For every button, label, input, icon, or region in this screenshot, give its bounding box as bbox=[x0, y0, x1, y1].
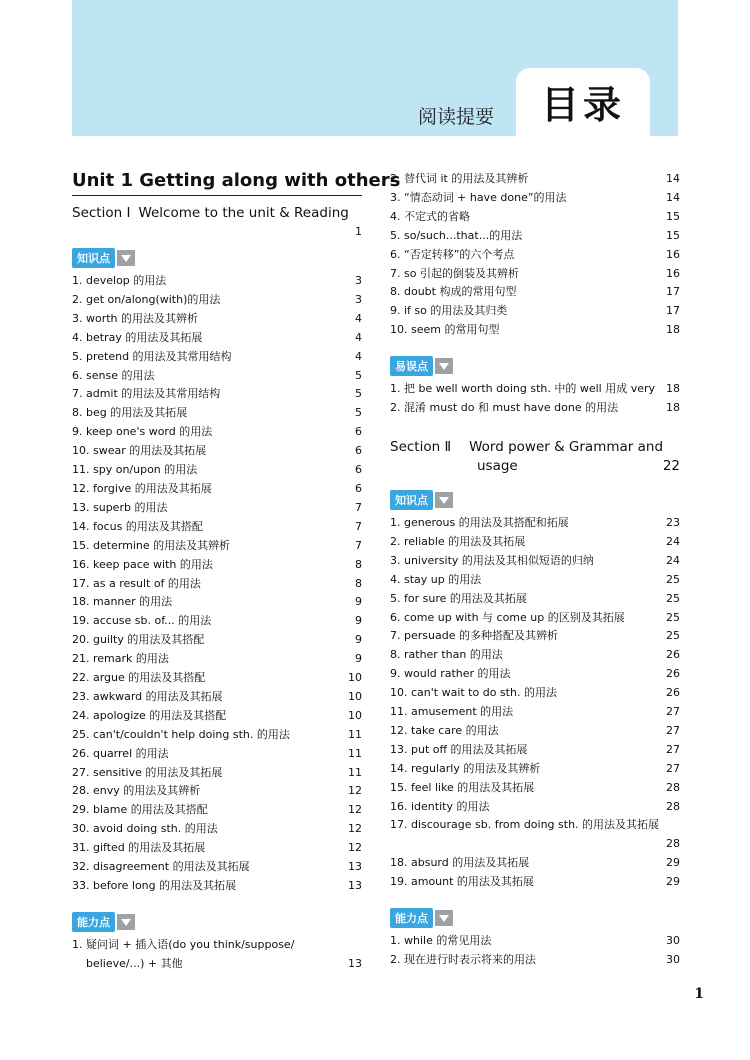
toc-entry[interactable] bbox=[72, 499, 362, 518]
header-tab bbox=[516, 68, 650, 136]
entry-page: 24 bbox=[666, 534, 680, 548]
entry-page: 4 bbox=[355, 330, 362, 344]
toc-entry[interactable] bbox=[72, 820, 362, 839]
toc-entry[interactable] bbox=[390, 741, 680, 760]
entry-page: 26 bbox=[666, 686, 680, 700]
entry-text: 13. put off 的用法及其拓展 bbox=[390, 742, 528, 756]
entry-page: 14 bbox=[666, 190, 680, 204]
section-2-page: 22 bbox=[662, 457, 680, 474]
entry-text: 10. seem 的常用句型 bbox=[390, 323, 500, 337]
entry-text: 4. 不定式的省略 bbox=[390, 209, 470, 223]
entry-text: 2. get on/along(with)的用法 bbox=[72, 292, 221, 306]
toc-entry[interactable] bbox=[72, 858, 362, 877]
entry-text: 9. keep one's word 的用法 bbox=[72, 425, 213, 439]
toc-entry[interactable] bbox=[390, 609, 680, 628]
knowledge-badge-row bbox=[390, 490, 680, 510]
toc-entry[interactable] bbox=[390, 283, 680, 302]
entry-page: 26 bbox=[666, 648, 680, 662]
entry-page: 12 bbox=[348, 784, 362, 798]
entry-page: 25 bbox=[666, 591, 680, 605]
entry-page: 24 bbox=[666, 553, 680, 567]
toc-entry[interactable] bbox=[72, 329, 362, 348]
knowledge-badge: 知识点 bbox=[72, 248, 115, 268]
entry-text: 10. swear 的用法及其拓展 bbox=[72, 444, 207, 458]
entry-text: 15. feel like 的用法及其拓展 bbox=[390, 780, 535, 794]
entry-page: 27 bbox=[666, 742, 680, 756]
toc-entry[interactable] bbox=[72, 404, 362, 423]
entry-page: 29 bbox=[666, 856, 680, 870]
toc-entry[interactable] bbox=[72, 688, 362, 707]
entry-page: 30 bbox=[666, 934, 680, 948]
entry-page: 26 bbox=[666, 667, 680, 681]
entry-text: 5. for sure 的用法及其拓展 bbox=[390, 591, 527, 605]
right-error-list bbox=[390, 380, 680, 418]
toc-entry[interactable] bbox=[72, 593, 362, 612]
toc-entry[interactable] bbox=[390, 760, 680, 779]
entry-text: 14. regularly 的用法及其辨析 bbox=[390, 761, 541, 775]
entry-text: 5. so/such...that...的用法 bbox=[390, 228, 523, 242]
entry-text: 29. blame 的用法及其搭配 bbox=[72, 803, 208, 817]
right-knowledge-tail-list bbox=[390, 854, 680, 892]
entry-text: 7. so 引起的倒装及其辨析 bbox=[390, 266, 519, 280]
toc-entry[interactable] bbox=[390, 646, 680, 665]
entry-text: 23. awkward 的用法及其拓展 bbox=[72, 689, 223, 703]
entry-text: 25. can't/couldn't help doing sth. 的用法 bbox=[72, 727, 290, 741]
toc-entry[interactable] bbox=[72, 385, 362, 404]
toc-entry[interactable] bbox=[390, 627, 680, 646]
triangle-down-icon bbox=[117, 250, 135, 266]
entry-page: 27 bbox=[666, 723, 680, 737]
entry-text: 19. amount 的用法及其拓展 bbox=[390, 875, 534, 889]
entry-text: 24. apologize 的用法及其搭配 bbox=[72, 708, 227, 722]
toc-entry[interactable] bbox=[72, 936, 362, 974]
entry-text: 12. take care 的用法 bbox=[390, 723, 499, 737]
entry-page: 5 bbox=[355, 406, 362, 420]
section-2-name: Word power & Grammar and bbox=[469, 438, 664, 455]
toc-entry[interactable] bbox=[390, 533, 680, 552]
toc-entry[interactable] bbox=[72, 556, 362, 575]
entry-page: 18 bbox=[666, 382, 680, 396]
section-2-heading[interactable] bbox=[390, 438, 680, 476]
entry-page: 25 bbox=[666, 629, 680, 643]
toc-entry[interactable] bbox=[390, 380, 680, 399]
entry-page: 18 bbox=[666, 401, 680, 415]
section-1-page: 1 bbox=[355, 225, 362, 238]
ability-badge-row bbox=[72, 912, 362, 932]
toc-entry[interactable] bbox=[390, 265, 680, 284]
entry-page: 18 bbox=[666, 323, 680, 337]
entry-text: 3. worth 的用法及其辨析 bbox=[72, 311, 199, 325]
unit-title: Unit 1 Getting along with others bbox=[72, 170, 362, 196]
ability-badge: 能力点 bbox=[72, 912, 115, 932]
entry-page: 6 bbox=[355, 463, 362, 477]
toc-entry[interactable] bbox=[72, 631, 362, 650]
entry-text: 2. 替代词 it 的用法及其辨析 bbox=[390, 172, 529, 185]
entry-text: 8. beg 的用法及其拓展 bbox=[72, 406, 188, 420]
page-title: 目录 bbox=[540, 83, 625, 127]
right-top-list bbox=[390, 170, 680, 340]
triangle-down-icon bbox=[435, 358, 453, 374]
toc-entry[interactable] bbox=[72, 367, 362, 386]
toc-entry[interactable] bbox=[390, 854, 680, 873]
entry-page: 15 bbox=[666, 209, 680, 223]
entry-text: 18. absurd 的用法及其拓展 bbox=[390, 856, 530, 870]
entry-page: 4 bbox=[355, 349, 362, 363]
entry-text: 14. focus 的用法及其搭配 bbox=[72, 519, 203, 533]
entry-page: 9 bbox=[355, 633, 362, 647]
entry-text: 3. “情态动词 + have done”的用法 bbox=[390, 190, 567, 204]
entry-text: 17. as a result of 的用法 bbox=[72, 576, 201, 590]
section-1-label: Section Ⅰ bbox=[72, 205, 131, 221]
entry-page: 7 bbox=[355, 519, 362, 533]
entry-text: 12. forgive 的用法及其拓展 bbox=[72, 481, 212, 495]
toc-entry[interactable] bbox=[390, 722, 680, 741]
entry-page: 12 bbox=[348, 822, 362, 836]
entry-text: 6. come up with 与 come up 的区别及其拓展 bbox=[390, 610, 625, 624]
entry-page: 14 bbox=[666, 172, 680, 185]
entry-page: 5 bbox=[355, 387, 362, 401]
triangle-down-icon bbox=[117, 914, 135, 930]
entry-page: 12 bbox=[348, 803, 362, 817]
entry-page: 7 bbox=[355, 538, 362, 552]
entry-text: 1. while 的常见用法 bbox=[390, 934, 492, 948]
toc-entry[interactable] bbox=[72, 726, 362, 745]
toc-entry[interactable] bbox=[390, 703, 680, 722]
entry-page: 10 bbox=[348, 671, 362, 685]
entry-text: 2. reliable 的用法及其拓展 bbox=[390, 534, 526, 548]
entry-text: 1. 疑问词 + 插入语(do you think/suppose/ bbox=[72, 937, 295, 951]
error-badge-row bbox=[390, 356, 680, 376]
entry-page: 28 bbox=[666, 799, 680, 813]
entry-text: 21. remark 的用法 bbox=[72, 652, 169, 666]
toc-entry[interactable] bbox=[390, 684, 680, 703]
entry-text: 7. admit 的用法及其常用结构 bbox=[72, 387, 221, 401]
entry-page: 29 bbox=[666, 875, 680, 889]
left-knowledge-list bbox=[72, 272, 362, 896]
entry-page: 3 bbox=[355, 274, 362, 287]
knowledge-badge: 知识点 bbox=[390, 490, 433, 510]
section-1-name: Welcome to the unit & Reading bbox=[138, 205, 349, 221]
toc-entry[interactable] bbox=[390, 302, 680, 321]
toc-entry[interactable] bbox=[72, 480, 362, 499]
section-2-label: Section Ⅱ bbox=[390, 438, 452, 455]
entry-text: 16. identity 的用法 bbox=[390, 799, 490, 813]
toc-entry[interactable] bbox=[390, 321, 680, 340]
toc-entry[interactable] bbox=[390, 246, 680, 265]
entry-page: 5 bbox=[355, 368, 362, 382]
entry-page: 11 bbox=[348, 746, 362, 760]
header-subtitle: 阅读提要 bbox=[418, 106, 495, 128]
entry-text: 30. avoid doing sth. 的用法 bbox=[72, 822, 218, 836]
toc-entry[interactable] bbox=[390, 571, 680, 590]
entry-text: 27. sensitive 的用法及其拓展 bbox=[72, 765, 223, 779]
toc-entry[interactable] bbox=[390, 816, 680, 854]
toc-entry[interactable] bbox=[72, 745, 362, 764]
entry-text: 2. 混淆 must do 和 must have done 的用法 bbox=[390, 401, 619, 415]
entry-text: 9. if so 的用法及其归类 bbox=[390, 304, 508, 318]
toc-entry[interactable] bbox=[72, 518, 362, 537]
entry-page: 16 bbox=[666, 247, 680, 261]
entry-page: 6 bbox=[355, 425, 362, 439]
entry-text: 32. disagreement 的用法及其拓展 bbox=[72, 860, 250, 874]
knowledge-badge-row bbox=[72, 248, 362, 268]
toc-entry[interactable] bbox=[390, 798, 680, 817]
entry-text: 1. develop 的用法 bbox=[72, 274, 167, 287]
entry-text: 3. university 的用法及其相似短语的归纳 bbox=[390, 553, 594, 567]
toc-entry[interactable] bbox=[72, 707, 362, 726]
entry-text: 11. amusement 的用法 bbox=[390, 705, 514, 719]
entry-text: 1. generous 的用法及其搭配和拓展 bbox=[390, 515, 569, 529]
toc-entry[interactable] bbox=[72, 839, 362, 858]
toc-entry[interactable] bbox=[72, 348, 362, 367]
entry-page: 23 bbox=[666, 515, 680, 529]
entry-text: 9. would rather 的用法 bbox=[390, 667, 511, 681]
ability-badge-row bbox=[390, 908, 680, 928]
toc-entry[interactable] bbox=[72, 291, 362, 310]
page-number: 1 bbox=[694, 986, 704, 1002]
toc-entry[interactable] bbox=[72, 650, 362, 669]
entry-page: 6 bbox=[355, 444, 362, 458]
entry-page: 25 bbox=[666, 610, 680, 624]
toc-entry[interactable] bbox=[390, 170, 680, 189]
toc-entry[interactable] bbox=[390, 552, 680, 571]
toc-entry[interactable] bbox=[72, 575, 362, 594]
toc-entry[interactable] bbox=[390, 873, 680, 892]
right-ability-list bbox=[390, 932, 680, 970]
triangle-down-icon bbox=[435, 910, 453, 926]
entry-text: 22. argue 的用法及其搭配 bbox=[72, 671, 206, 685]
ability-badge: 能力点 bbox=[390, 908, 433, 928]
entry-text: 8. doubt 构成的常用句型 bbox=[390, 285, 517, 299]
entry-page: 3 bbox=[355, 292, 362, 306]
section-2-name-cont: usage bbox=[477, 457, 518, 474]
entry-text: 5. pretend 的用法及其常用结构 bbox=[72, 349, 232, 363]
entry-page: 15 bbox=[666, 228, 680, 242]
entry-page: 10 bbox=[348, 708, 362, 722]
entry-page: 10 bbox=[348, 689, 362, 703]
entry-page: 28 bbox=[666, 837, 680, 851]
toc-entry[interactable] bbox=[390, 189, 680, 208]
entry-page: 25 bbox=[666, 572, 680, 586]
toc-entry[interactable] bbox=[72, 877, 362, 896]
toc-entry[interactable] bbox=[390, 208, 680, 227]
left-column bbox=[72, 170, 401, 974]
entry-page: 17 bbox=[666, 304, 680, 318]
entry-text: 11. spy on/upon 的用法 bbox=[72, 463, 198, 477]
entry-text: 33. before long 的用法及其拓展 bbox=[72, 879, 237, 892]
entry-page: 9 bbox=[355, 595, 362, 609]
entry-text: 28. envy 的用法及其辨析 bbox=[72, 784, 201, 798]
entry-text: 31. gifted 的用法及其拓展 bbox=[72, 841, 206, 855]
entry-text: 26. quarrel 的用法 bbox=[72, 746, 169, 760]
toc-entry[interactable] bbox=[72, 612, 362, 631]
entry-text-cont: believe/...) + 其他 bbox=[86, 956, 183, 970]
entry-page: 13 bbox=[348, 956, 362, 970]
entry-text: 13. superb 的用法 bbox=[72, 500, 168, 514]
entry-text: 6. sense 的用法 bbox=[72, 368, 155, 382]
toc-entry[interactable] bbox=[390, 932, 680, 951]
toc-entry[interactable] bbox=[72, 764, 362, 783]
entry-text: 1. 把 be well worth doing sth. 中的 well 用成 very bbox=[390, 382, 656, 396]
entry-page: 8 bbox=[355, 576, 362, 590]
entry-text: 4. betray 的用法及其拓展 bbox=[72, 330, 203, 344]
triangle-down-icon bbox=[435, 492, 453, 508]
entry-page: 27 bbox=[666, 705, 680, 719]
entry-page: 11 bbox=[348, 727, 362, 741]
toc-entry[interactable] bbox=[72, 423, 362, 442]
toc-entry[interactable] bbox=[390, 227, 680, 246]
toc-entry[interactable] bbox=[72, 310, 362, 329]
entry-text: 17. discourage sb. from doing sth. 的用法及其拓展 bbox=[390, 818, 660, 832]
toc-entry[interactable] bbox=[390, 779, 680, 798]
entry-text: 19. accuse sb. of... 的用法 bbox=[72, 614, 212, 628]
entry-text: 6. “否定转移”的六个考点 bbox=[390, 247, 515, 261]
entry-text: 15. determine 的用法及其辨析 bbox=[72, 538, 231, 552]
entry-text: 20. guilty 的用法及其搭配 bbox=[72, 633, 205, 647]
toc-entry[interactable] bbox=[72, 782, 362, 801]
toc-entry[interactable] bbox=[72, 537, 362, 556]
right-knowledge-list bbox=[390, 514, 680, 817]
entry-page: 6 bbox=[355, 481, 362, 495]
toc-entry[interactable] bbox=[390, 951, 680, 970]
entry-text: 18. manner 的用法 bbox=[72, 595, 173, 609]
entry-text: 8. rather than 的用法 bbox=[390, 648, 503, 662]
entry-page: 7 bbox=[355, 500, 362, 514]
entry-page: 16 bbox=[666, 266, 680, 280]
toc-entry[interactable] bbox=[390, 665, 680, 684]
entry-page: 13 bbox=[348, 879, 362, 892]
right-column bbox=[390, 170, 680, 970]
entry-page: 9 bbox=[355, 614, 362, 628]
entry-text: 7. persuade 的多种搭配及其辨析 bbox=[390, 629, 558, 643]
entry-text: 4. stay up 的用法 bbox=[390, 572, 482, 586]
toc-entry[interactable] bbox=[390, 399, 680, 418]
toc-entry[interactable] bbox=[72, 801, 362, 820]
toc-entry[interactable] bbox=[390, 514, 680, 533]
entry-page: 8 bbox=[355, 557, 362, 571]
entry-page: 27 bbox=[666, 761, 680, 775]
toc-entry[interactable] bbox=[72, 442, 362, 461]
entry-page: 30 bbox=[666, 953, 680, 966]
toc-entry[interactable] bbox=[390, 590, 680, 609]
entry-page: 13 bbox=[348, 860, 362, 874]
toc-entry[interactable] bbox=[72, 461, 362, 480]
entry-text: 2. 现在进行时表示将来的用法 bbox=[390, 953, 536, 966]
toc-entry[interactable] bbox=[72, 272, 362, 291]
entry-page: 4 bbox=[355, 311, 362, 325]
entry-page: 17 bbox=[666, 285, 680, 299]
error-badge: 易误点 bbox=[390, 356, 433, 376]
section-1-heading[interactable] bbox=[72, 205, 362, 221]
toc-entry[interactable] bbox=[72, 669, 362, 688]
entry-page: 28 bbox=[666, 780, 680, 794]
entry-text: 16. keep pace with 的用法 bbox=[72, 557, 213, 571]
entry-page: 9 bbox=[355, 652, 362, 666]
entry-page: 11 bbox=[348, 765, 362, 779]
entry-text: 10. can't wait to do sth. 的用法 bbox=[390, 686, 557, 700]
entry-page: 12 bbox=[348, 841, 362, 855]
